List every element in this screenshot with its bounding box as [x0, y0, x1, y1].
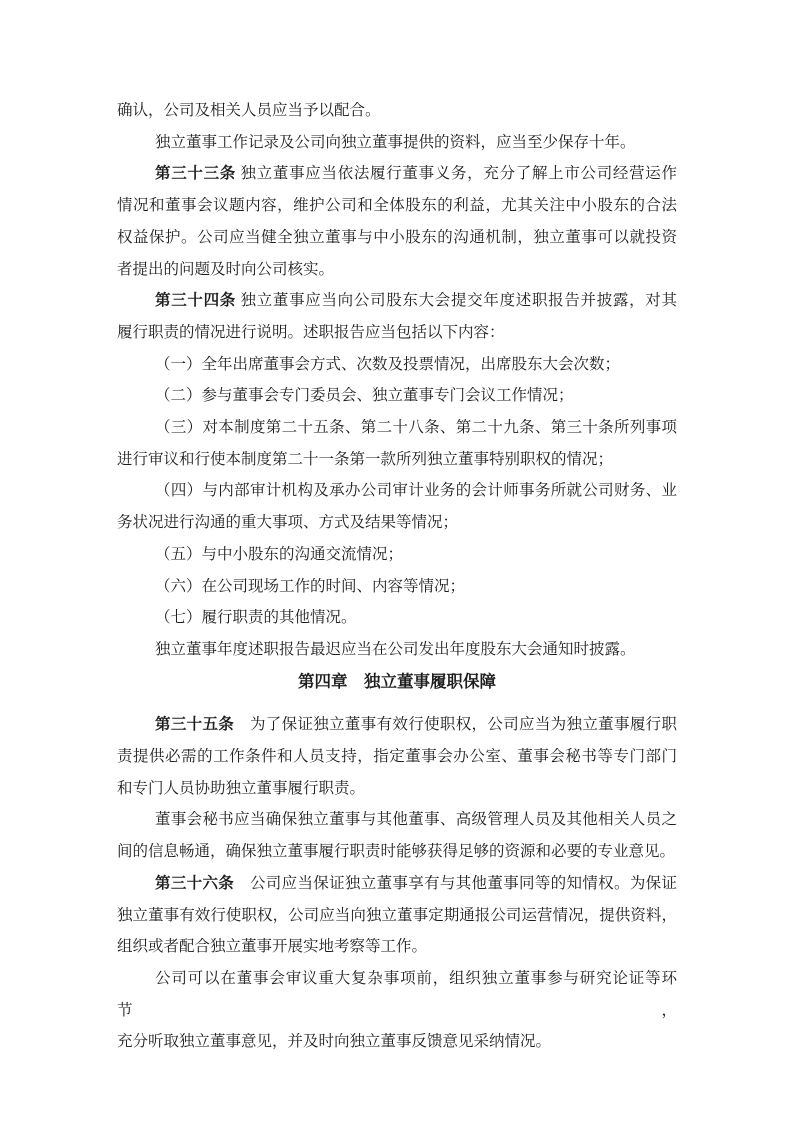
- line-text: 独立董事应当向公司股东大会提交年度述职报告并披露，对其: [235, 292, 677, 310]
- document-page: [117, 95, 677, 1058]
- line-text: 独立董事应当依法履行董事义务，充分了解上市公司经营运作: [235, 165, 677, 183]
- line-text: 责提供必需的工作条件和人员支持，指定董事会办公室、董事会秘书等专门部门: [117, 748, 677, 766]
- body-text-line: [117, 444, 677, 476]
- line-text: 确认，公司及相关人员应当予以配合。: [117, 102, 381, 119]
- body-text-line: [117, 507, 677, 539]
- body-text-line: [117, 634, 677, 666]
- line-text: 独立董事有效行使职权，公司应当向独立董事定期通报公司运营情况，提供资料，: [117, 906, 677, 924]
- line-text: 独立董事年度述职报告最迟应当在公司发出年度股东大会通知时披露。: [155, 640, 636, 658]
- line-text: 为了保证独立董事有效行使职权，公司应当为独立董事履行职: [234, 716, 677, 734]
- line-text: 独立董事工作记录及公司向独立董事提供的资料，应当至少保存十年。: [155, 133, 636, 151]
- body-text-line: [117, 475, 677, 507]
- body-text-line: [117, 190, 677, 222]
- body-text-line: [117, 963, 677, 1026]
- body-text-line: [117, 804, 677, 836]
- line-text: （三）对本制度第二十五条、第二十八条、第二十九条、第三十条所列事项: [155, 419, 677, 437]
- body-text-line: [117, 222, 677, 254]
- line-text: （六）在公司现场工作的时间、内容等情况；: [155, 577, 466, 595]
- line-text: （一）全年出席董事会方式、次数及投票情况，出席股东大会次数；: [155, 355, 621, 373]
- body-text-line: [117, 127, 677, 159]
- body-text-line: [117, 900, 677, 932]
- line-text: 务状况进行沟通的重大事项、方式及结果等情况；: [117, 514, 459, 532]
- body-text-line: [117, 571, 677, 603]
- body-text-line: [117, 412, 677, 444]
- line-text: 董事会秘书应当确保独立董事与其他董事、高级管理人员及其他相关人员之: [155, 811, 677, 829]
- article-number: 第三十四条: [155, 292, 236, 310]
- body-text-line: [117, 317, 677, 349]
- line-text: 者提出的问题及时向公司核实。: [117, 260, 335, 278]
- body-text-line: [117, 741, 677, 773]
- body-text-line: [117, 285, 677, 317]
- body-text-line: [117, 773, 677, 805]
- body-text-line: [117, 836, 677, 868]
- body-text-line: [117, 380, 677, 412]
- body-text-line: [117, 539, 677, 571]
- line-text: 情况和董事会议题内容，维护公司和全体股东的利益，尤其关注中小股东的合法: [117, 197, 677, 215]
- body-text-line: [117, 95, 677, 127]
- line-text: 公司应当保证独立董事享有与其他董事同等的知情权。为保证: [234, 874, 677, 892]
- line-text: 组织或者配合独立董事开展实地考察等工作。: [117, 938, 428, 956]
- body-text-line: [117, 602, 677, 634]
- article-number: 第三十三条: [155, 165, 236, 183]
- line-text: （七）履行职责的其他情况。: [155, 609, 357, 627]
- body-text-line: [117, 349, 677, 381]
- body-text-line: [117, 868, 677, 900]
- line-text: 间的信息畅通，确保独立董事履行职责时能够获得足够的资源和必要的专业意见。: [117, 843, 676, 861]
- chapter-heading: 第四章 独立董事履职保障: [298, 671, 496, 691]
- article-number: 第三十六条: [155, 874, 235, 892]
- body-text-line: [117, 709, 677, 741]
- line-text: 履行职责的情况进行说明。述职报告应当包括以下内容：: [117, 323, 505, 341]
- body-text-line: [117, 158, 677, 190]
- line-text: 充分听取独立董事意见，并及时向独立董事反馈意见采纳情况。: [117, 1033, 552, 1051]
- line-text: 和专门人员协助独立董事履行职责。: [117, 779, 366, 797]
- article-number: 第三十五条: [155, 716, 235, 734]
- line-text: 公司可以在董事会审议重大复杂事项前，组织独立董事参与研究论证等环节，: [117, 969, 677, 1019]
- line-text: （四）与内部审计机构及承办公司审计业务的会计师事务所就公司财务、业: [155, 482, 677, 500]
- body-text-line: [117, 931, 677, 963]
- body-text-line: [117, 254, 677, 286]
- line-text: （二）参与董事会专门委员会、独立董事专门会议工作情况；: [155, 387, 574, 405]
- line-text: 进行审议和行使本制度第二十一条第一款所列独立董事特别职权的情况；: [117, 450, 614, 468]
- body-text-line: [117, 1026, 677, 1058]
- line-text: （五）与中小股东的沟通交流情况；: [155, 545, 404, 563]
- line-text: 权益保护。公司应当健全独立董事与中小股东的沟通机制，独立董事可以就投资: [117, 228, 677, 246]
